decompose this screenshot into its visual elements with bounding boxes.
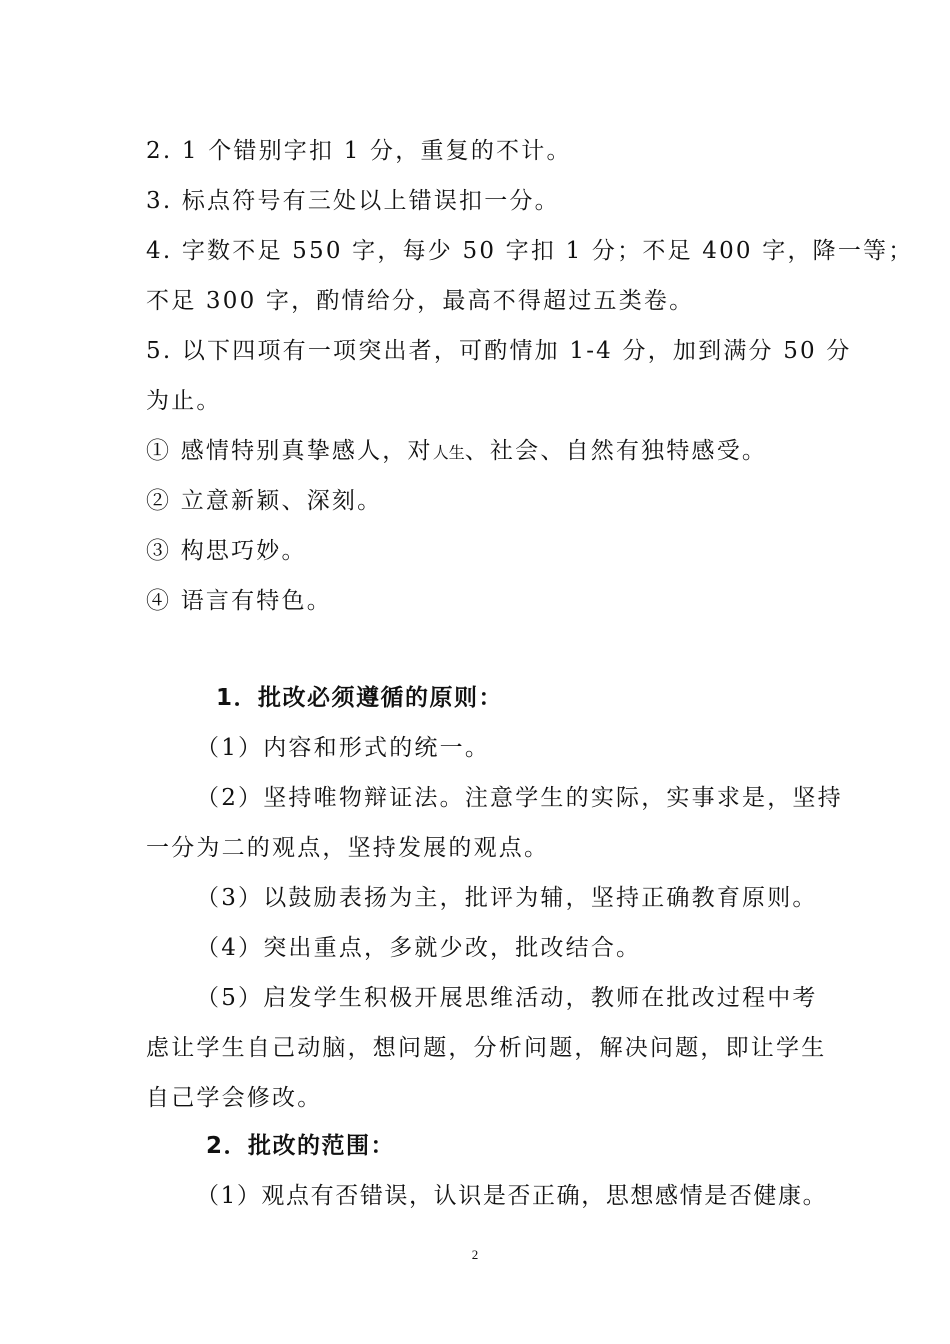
rule-typo: 2. 1 个错别字扣 1 分，重复的不计。 [146, 138, 572, 164]
rule-bonus: 5. 以下四项有一项突出者，可酌情加 1-4 分，加到满分 50 分 [146, 338, 852, 364]
principle-5-cont: 虑让学生自己动脑，想问题，分析问题，解决问题，即让学生 [146, 1035, 827, 1061]
principle-3: （3）以鼓励表扬为主，批评为辅，坚持正确教育原则。 [196, 885, 818, 911]
section-1-heading: 1．批改必须遵循的原则： [216, 685, 504, 711]
rule-punctuation: 3. 标点符号有三处以上错误扣一分。 [146, 188, 560, 214]
rule-word-count: 4. 字数不足 550 字，每少 50 字扣 1 分；不足 400 字，降一等； [146, 238, 914, 264]
section-2-heading: 2．批改的范围： [206, 1133, 396, 1159]
rule-word-count-cont: 不足 300 字，酌情给分，最高不得超过五类卷。 [146, 288, 695, 314]
bonus-item-1-small-text: 人生 [432, 443, 465, 462]
bonus-item-4: ④ 语言有特色。 [146, 588, 332, 614]
rule-bonus-cont: 为止。 [146, 388, 222, 414]
principle-2: （2）坚持唯物辩证法。注意学生的实际，实事求是，坚持 [196, 785, 843, 811]
principle-5: （5）启发学生积极开展思维活动，教师在批改过程中考 [196, 985, 818, 1011]
principle-1: （1）内容和形式的统一。 [196, 735, 491, 761]
principle-5-cont-2: 自己学会修改。 [146, 1085, 323, 1111]
page-number: 2 [471, 1247, 479, 1262]
bonus-item-3: ③ 构思巧妙。 [146, 538, 307, 564]
bonus-item-1: ① 感情特别真挚感人，对人生、社会、自然有独特感受。 [146, 438, 768, 464]
bonus-item-2: ② 立意新颖、深刻。 [146, 488, 383, 514]
scope-1: （1）观点有否错误，认识是否正确，思想感情是否健康。 [196, 1183, 828, 1209]
principle-2-cont: 一分为二的观点，坚持发展的观点。 [146, 835, 550, 861]
principle-4: （4）突出重点，多就少改，批改结合。 [196, 935, 642, 961]
